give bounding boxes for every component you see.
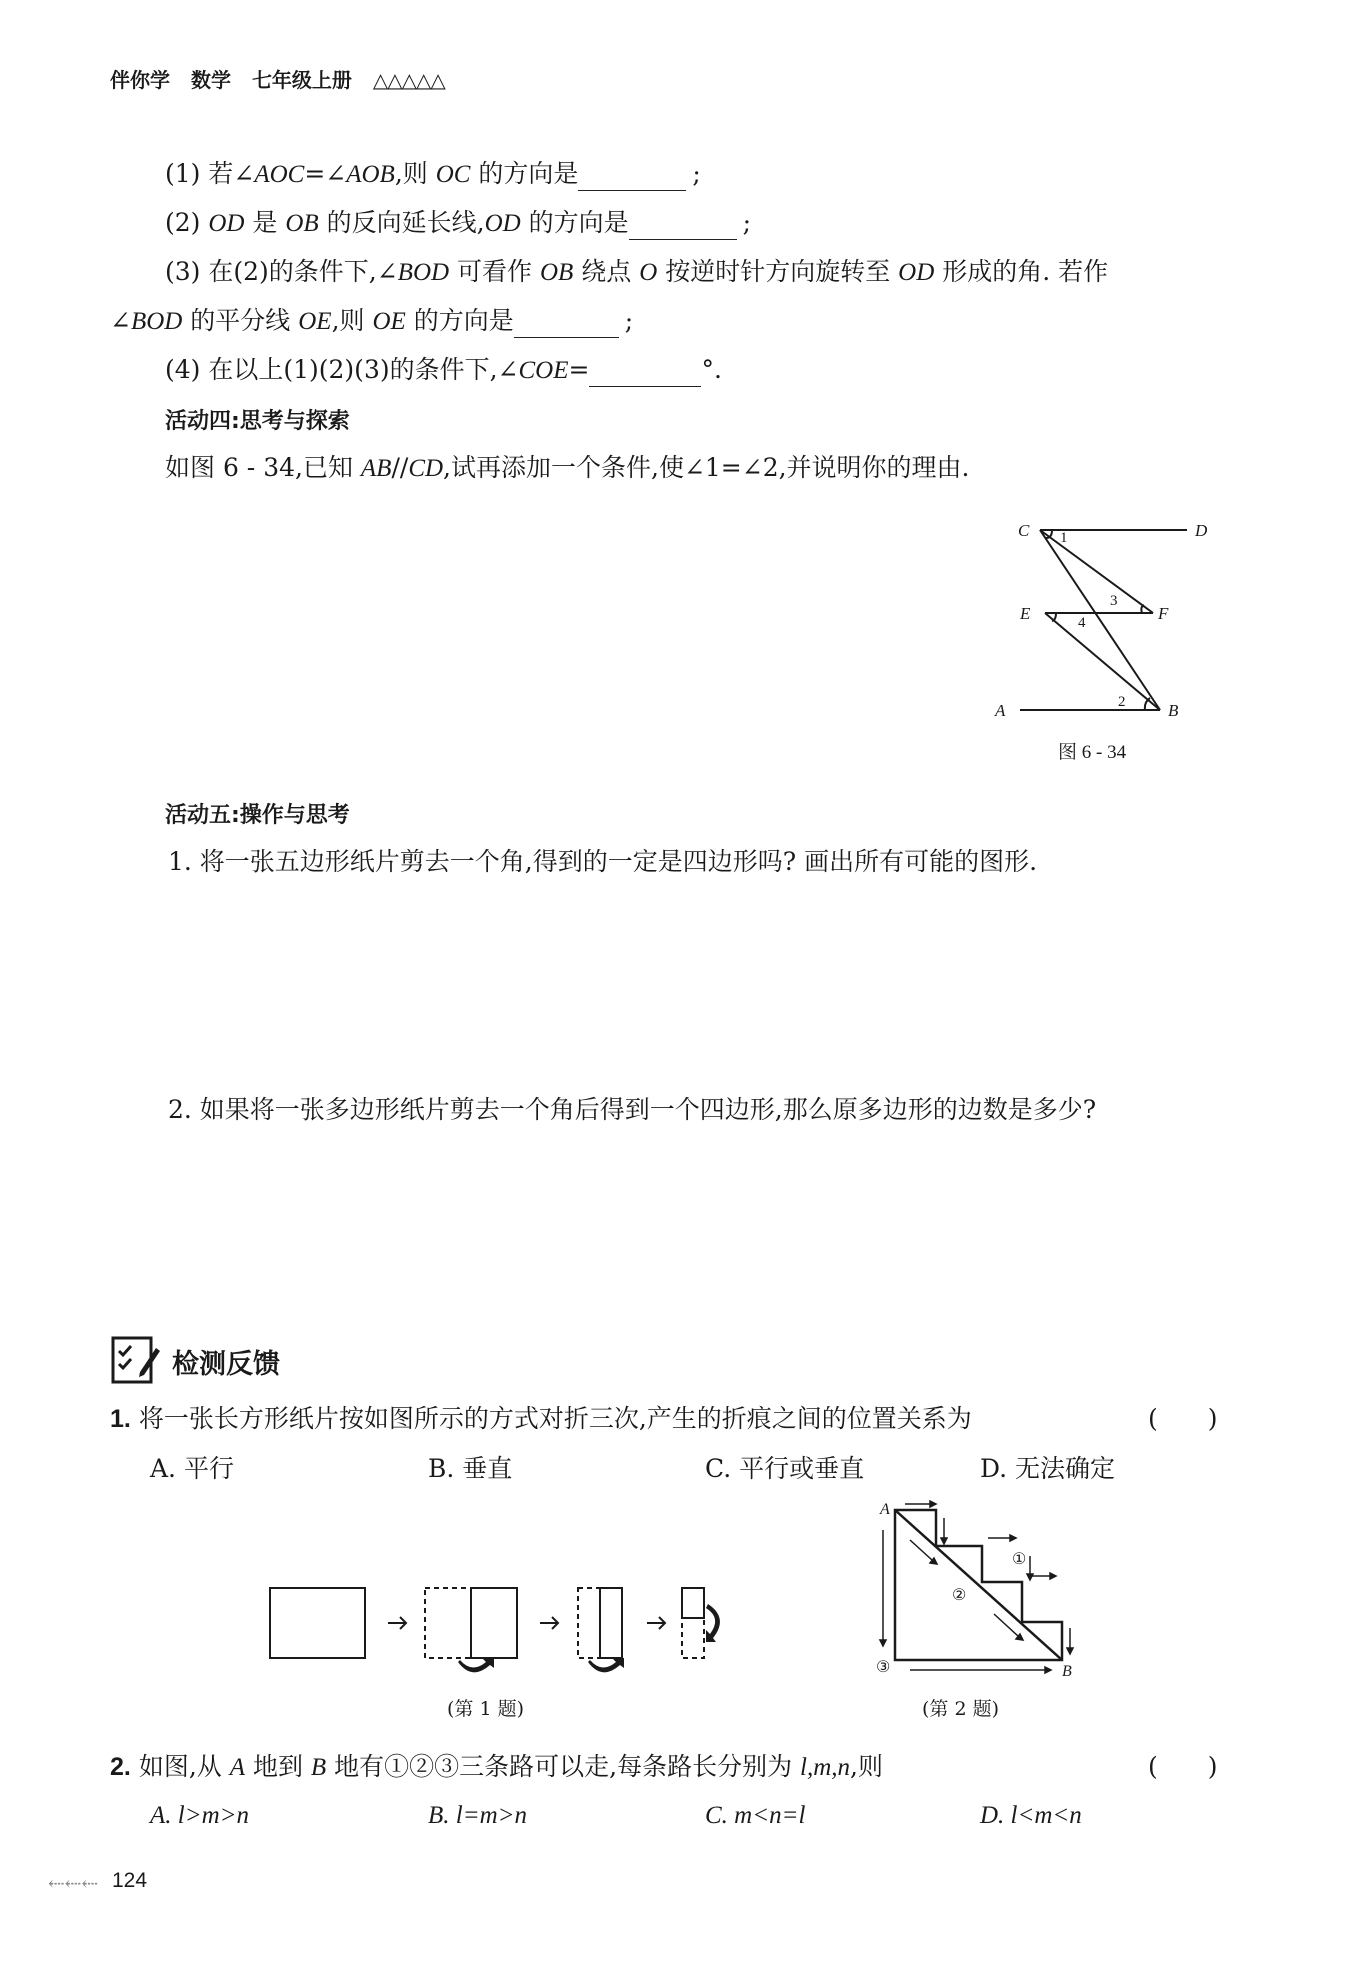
angle-label-3: 3 [1110, 593, 1118, 609]
header-triangles-icon: △△△△△ [372, 68, 445, 92]
feedback-q2-text: ,则 [850, 1752, 883, 1781]
q3-var-bod: BOD [397, 259, 450, 286]
q3-answer-blank[interactable] [514, 311, 619, 338]
q1-answer-blank[interactable] [578, 164, 686, 191]
feedback-q1-option-a[interactable]: A. 平行 [150, 1454, 234, 1483]
q1-text: ,则 [394, 159, 436, 188]
feedback-q2-answer-paren[interactable]: ( ) [1148, 1752, 1218, 1781]
activity-4-title: 活动四:思考与探索 [165, 409, 350, 434]
q4-end: °. [701, 355, 722, 384]
feedback-q2-text: 地有①②③三条路可以走,每条路长分别为 [326, 1752, 801, 1781]
figure-q1-folding [260, 1572, 740, 1702]
feedback-q2-option-d[interactable]: D. l<m<n [980, 1802, 1082, 1829]
feedback-q2-text: 地到 [245, 1752, 311, 1781]
activity-4-text-part: 如图 6 - 34,已知 [165, 453, 361, 482]
question-1-line [165, 158, 701, 191]
feedback-q2 [110, 1751, 883, 1784]
question-2-line [165, 207, 751, 240]
question-4-line [165, 354, 722, 387]
line-eb [1045, 613, 1160, 710]
folded-quarter-dashed [578, 1588, 600, 1658]
q3-var-bod: BOD [130, 308, 183, 335]
arrow-right-icon [388, 1617, 406, 1629]
fig2-label-a: A [880, 1501, 890, 1518]
q3-var-ob: OB [539, 259, 574, 286]
folded-eighth-solid [682, 1588, 704, 1618]
feedback-q1-option-b[interactable]: B. 垂直 [428, 1454, 513, 1483]
feedback-q2-option-a[interactable]: A. l>m>n [150, 1802, 250, 1829]
feedback-q2-vars: l,m,n [800, 1754, 851, 1781]
feedback-q1-option-d[interactable]: D. 无法确定 [980, 1454, 1116, 1483]
q1-var-oc: OC [435, 161, 471, 188]
feedback-q2-var-a: A [229, 1754, 245, 1781]
q3-text: ,则 [331, 306, 373, 335]
feedback-section-title: 检测反馈 [172, 1349, 280, 1380]
q3-text: ∠ [110, 306, 131, 335]
feedback-q2-option-c[interactable]: C. m<n=l [705, 1802, 806, 1829]
q3-text: 的方向是 [405, 306, 514, 335]
angle-label-4: 4 [1078, 615, 1086, 631]
figure-6-34 [990, 510, 1220, 770]
activity-4-var-cd: CD [408, 455, 444, 482]
diagonal-path [895, 1510, 1062, 1660]
header-subject: 数学 [190, 68, 231, 92]
label-c: C [1018, 521, 1030, 540]
q3-text: (3) 在(2)的条件下,∠ [165, 257, 398, 286]
label-f: F [1158, 604, 1169, 623]
figure-q1-caption: (第 1 题) [447, 1698, 524, 1720]
feedback-q2-option-b[interactable]: B. l=m>n [428, 1802, 528, 1829]
figure-6-34-caption: 图 6 - 34 [1058, 742, 1127, 763]
q1-var-aob: AOB [346, 161, 395, 188]
q4-answer-blank[interactable] [589, 360, 701, 387]
feedback-q1-text: 将一张长方形纸片按如图所示的方式对折三次,产生的折痕之间的位置关系为 [138, 1404, 972, 1433]
q1-var-aoc: AOC [254, 161, 305, 188]
line-cb [1040, 530, 1160, 710]
activity-5-q2: 2. 如果将一张多边形纸片剪去一个角后得到一个四边形,那么原多边形的边数是多少? [168, 1095, 1097, 1124]
q2-var-od: OD [484, 210, 521, 237]
q2-end: ; [742, 208, 752, 237]
q3-var-o: O [639, 259, 658, 286]
angle-label-1: 1 [1060, 530, 1068, 546]
feedback-q2-text: 如图,从 [138, 1752, 230, 1781]
activity-4-var-ab: AB [360, 455, 392, 482]
activity-5-title: 活动五:操作与思考 [165, 803, 350, 828]
fold-arrow-icon [458, 1658, 494, 1672]
page-header [110, 64, 459, 93]
paper-rectangle [270, 1588, 365, 1658]
fold-arrow-icon [706, 1604, 720, 1642]
q4-text: = [568, 355, 590, 384]
q1-text: (1) 若∠ [165, 159, 255, 188]
figure-q2-caption: (第 2 题) [922, 1698, 999, 1720]
angle-4-arc [1052, 613, 1056, 621]
label-d: D [1195, 521, 1208, 540]
q2-var-ob: OB [285, 210, 319, 237]
feedback-q2-number: 2. [110, 1753, 131, 1781]
label-a: A [995, 701, 1006, 720]
activity-4-text [165, 452, 970, 485]
fold-arrow-icon [588, 1658, 624, 1672]
parallel-symbol: // [391, 453, 409, 482]
header-grade: 七年级上册 [251, 68, 352, 92]
line-cf [1040, 530, 1153, 613]
feedback-q2-var-b: B [310, 1754, 327, 1781]
folded-half-solid [471, 1588, 517, 1658]
angle-3-arc [1141, 605, 1144, 613]
q3-var-od: OD [898, 259, 935, 286]
q1-text: =∠ [304, 159, 347, 188]
angle-2-arc [1145, 698, 1150, 710]
folded-half-dashed [425, 1588, 471, 1658]
feedback-q1-number: 1. [110, 1405, 131, 1433]
activity-4-text-part: ,试再添加一个条件,使∠1=∠2,并说明你的理由. [443, 453, 970, 482]
q2-text: 的方向是 [520, 208, 629, 237]
q3-end: ; [624, 306, 634, 335]
q4-text: (4) 在以上(1)(2)(3)的条件下,∠ [165, 355, 519, 384]
label-e: E [1020, 604, 1031, 623]
q3-text: 的平分线 [182, 306, 299, 335]
fig2-route-3-label: ③ [876, 1659, 891, 1676]
q2-text: (2) [165, 208, 209, 237]
folded-eighth-dashed [682, 1588, 704, 1658]
feedback-q1-answer-paren[interactable]: ( ) [1148, 1404, 1218, 1433]
label-b: B [1168, 701, 1179, 720]
feedback-q1 [110, 1403, 972, 1435]
q3-var-oe: OE [298, 308, 332, 335]
q2-var-od: OD [208, 210, 245, 237]
footer-arrows-icon: ⇠⇠⇠ [48, 1871, 99, 1895]
q4-var-coe: COE [518, 357, 569, 384]
feedback-q1-option-c[interactable]: C. 平行或垂直 [705, 1454, 865, 1483]
fig2-route-1-label: ① [1012, 1551, 1027, 1568]
angle-label-2: 2 [1118, 694, 1126, 710]
q3-text: 可看作 [449, 257, 540, 286]
arrow-right-icon [540, 1617, 558, 1629]
q3-text: 按逆时针方向旋转至 [657, 257, 899, 286]
q3-text: 绕点 [573, 257, 640, 286]
fig2-label-b: B [1062, 1663, 1072, 1680]
q2-text: 的反向延长线, [318, 208, 485, 237]
question-3-line-1 [165, 256, 1108, 289]
folded-quarter-solid [600, 1588, 622, 1658]
q2-answer-blank[interactable] [629, 213, 737, 240]
q1-text: 的方向是 [470, 159, 579, 188]
q3-var-oe: OE [372, 308, 406, 335]
q3-text: 形成的角. 若作 [934, 257, 1109, 286]
arrow-right-icon [647, 1617, 665, 1629]
figure-q2-paths [870, 1500, 1090, 1680]
q1-end: ; [692, 159, 701, 188]
q2-text: 是 [244, 208, 286, 237]
header-brand: 伴你学 [110, 68, 170, 92]
question-3-line-2 [110, 305, 633, 338]
page-number: 124 [112, 1869, 148, 1892]
fig2-route-2-label: ② [952, 1587, 967, 1604]
activity-5-q1: 1. 将一张五边形纸片剪去一个角,得到的一定是四边形吗? 画出所有可能的图形. [168, 847, 1038, 876]
checklist-pen-icon [110, 1334, 162, 1386]
